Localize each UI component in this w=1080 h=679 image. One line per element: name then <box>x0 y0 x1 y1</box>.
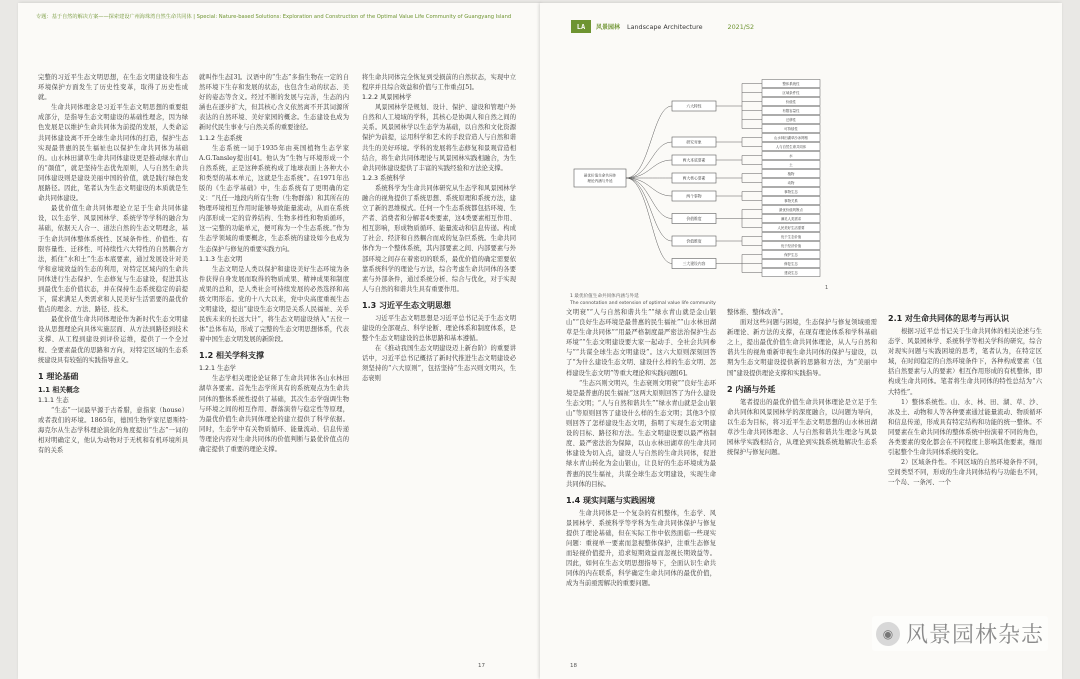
leaf-node-label: 建设生态 <box>784 270 798 275</box>
branch-node-label: 两大本底要素 <box>682 157 706 163</box>
leaf-node-label: 可持续性 <box>784 126 798 131</box>
body-paragraph: 笔者提出的最优价值生命共同体理论是立足于生命共同体和风景园林学的深度融合，以问题为导向，以生态为目标，将习近平生态文明思想的山水林田湖草沙生命共同体理念、人与自然和谐共生理念与风景园林学实践相结合，从理论到实践系统地解决生态系统保护与修复问题。 <box>727 398 877 457</box>
branch-node-label: 六大特性 <box>686 103 702 109</box>
sub-subsection-heading: 1.1.1 生态 <box>38 396 69 404</box>
root-node-label: 最优价值生命共同体 <box>583 173 617 178</box>
body-paragraph: 整体推、整体改善”。 <box>727 309 787 316</box>
page-number: 18 <box>570 663 577 669</box>
section-heading: 1.3 习近平生态文明思想 <box>362 300 451 310</box>
branch-node-label: 三大建设内容 <box>682 260 706 266</box>
branch-node-label: 两个事物 <box>686 193 702 199</box>
leaf-node-label: 优于经济价值 <box>780 243 802 248</box>
section-heading: 1.2 相关学科支撑 <box>199 351 264 361</box>
leaf-node-label: 山水林田湖草沙冰网格 <box>774 135 808 140</box>
leaf-node-label: 水 <box>789 153 793 158</box>
body-paragraph: 生态系统一词于1935年由英国植物生态学家A.G.Tansley提出[4]。他认为“生物与环境形成一个自然系统，正是这种系统构成了地球表面上各种大小和类型的基本单元，这就是生态系统”。在1971年出版的《生态学基础》中，生态系统有了更明确的定义：“凡任一地段内所有生物（生物群落）和其所在的物理环境相互作用时能够导致能量流动，从而在系统内部形成一定的营养结构、生物多样性和物质循环，这一完整的功能单元，便可称为一个生态系统。”作为生态学领域的重要概念，生态系统的建设如今也成为生态保护与修复的重要实践方向。 <box>199 144 349 253</box>
right-page <box>540 3 1062 679</box>
leaf-node-label: 人民美好生活需要 <box>777 225 805 230</box>
branch-node-label: 价值维度 <box>686 238 702 244</box>
branch-node-label: 两大核心要素 <box>682 175 706 181</box>
root-connector <box>626 106 672 178</box>
running-header: 专题：基于自然的解决方案——探索建设广州海珠湾自然生命共同体 | Special: Nature-based Solutions: Exploration and Construction of the Optimal Value Life Community of Guangyang Island <box>36 14 512 20</box>
subsection-heading: 1.1 相关概念 <box>38 385 80 394</box>
root-node-box <box>574 169 626 187</box>
leaf-node-label: 人与自然生命共同体 <box>775 144 807 149</box>
body-paragraph: 生命共同体理念是习近平生态文明思想的重要组成部分，是指导生态文明建设的基础性理念，因为绿色发展是以维护生命共同体为前提的发展，人类命运共同体建设离不开全球生命共同体的打造，保护生态实现最普惠的民生福祉也以保护生命共同体为基础的。山水林田湖草生命共同体建设更是推动绿水青山的“颜值”，就是坚持生态优先原则，人与自然生命共同体建设则是建设美丽中国的价值，就是践行绿色发展路径。因此，笔者认为生态文明建设的本质就是生命共同体建设。 <box>38 104 188 203</box>
leaf-node-label: 价值性 <box>785 99 797 104</box>
section-heading: 1 理论基础 <box>38 371 79 381</box>
leaf-node-label: 有限容量性 <box>782 108 800 113</box>
sub-subsection-heading: 1.1.3 生态文明 <box>199 255 243 263</box>
leaf-node-label: 动物 <box>787 180 795 185</box>
sub-subsection-heading: 1.1.2 生态系统 <box>199 134 243 142</box>
right-column-1 <box>566 308 716 658</box>
body-paragraph: 就叫作生态[3]。汉语中的“生态”多指生物在一定的自然环境下生存和发展的状态，也包含生动的状态、美好的姿态等含义。经过不断的发展与完善，生态的内涵也在逐步扩大，但其核心含义依然离不开其词源所表达的自然环境、美好家园的概念。生态建设也成为新时代民生事业与自然关系的重要途径。 <box>199 74 349 132</box>
body-paragraph: 生态学相关理论论证释了生命共同体各山水林田湖草各要素。首先生态学所具有的系统观点为生命共同体的整体系统性提供了基础，其次生态学强调生物与环境之间的相互作用、群落演替与稳定性等原理，为最优价值生命共同体理论的建立提供了科学依据。同时，生态学中有关物质循环、能量流动、信息传递等理论内容对生命共同体的价值判断与最优价值点的确定提供了重要的理论支撑。 <box>199 375 349 453</box>
wechat-watermark <box>872 616 1048 651</box>
body-paragraph: 将生命共同体完全恢复到受损前的自然状态，实现中立程序并且综合效益和价值与工作重点[5]。 <box>362 74 516 92</box>
wechat-icon: ◉ <box>876 622 900 646</box>
figure-diagram <box>570 73 840 283</box>
concept-tree-diagram <box>570 73 840 283</box>
body-paragraph: 根据习近平总书记关于生命共同体的相关论述与生态学、风景园林学、系统科学等相关学科的研究，综合对现实问题与实践困境的思考，笔者认为，在特定区域，在时间稳定的自然环境条件下，各种构成要素（包括自然要素与人的要素）相互作用形成的有机整体，即构成生命共同体。笔者将生命共同体的特性总结为“六大特性”。 <box>888 328 1042 396</box>
leaf-node-label: 植物 <box>787 171 795 176</box>
right-column-2 <box>727 308 877 658</box>
journal-logo: LA <box>571 20 591 33</box>
leaf-node-label: 事物关系 <box>784 198 798 203</box>
journal-brand <box>571 20 754 33</box>
leaf-node-label: 最优价值判断点 <box>779 207 803 212</box>
branch-node-label: 价值维度 <box>686 215 702 221</box>
left-page <box>18 3 540 679</box>
body-paragraph: 2）区域条件性。不同区域的自然环境条件不同，空间类型不同，形成的生命共同体结构与功能也不同，一个岛、一条河、一个 <box>888 459 1042 487</box>
figure-caption-cn: 1 最优价值生命共同体内涵与外延 <box>570 294 639 299</box>
body-paragraph: 风景园林学是规划、设计、保护、建设和管理户外自然和人工境域的学科，其核心是协调人和自然之间的关系。风景园林学以生态学为基础，以自然和文化资源保护为前提，运用科学和艺术的手段营造人与自然和谐共生的美好环境。学科的发展将生态修复和景观营造相结合，将生命共同体理论与风景园林实践相融合，为生命共同体建设提供了丰富的实践经验和方法论支撑。 <box>362 104 516 172</box>
leaf-node-label: 土 <box>789 162 793 167</box>
leaf-node-label: 修复生态 <box>784 261 798 266</box>
right-column-3 <box>888 308 1042 658</box>
body-paragraph: “生态”一词最早源于古希腊，意指家（house）或者我们的环境。1865年，德国生物学家尼恩斯特·海克尔从生态学科理论演化的角度提出“生态”一词的相对明确定义，他认为动物对于无机和有机环境所具有的关系 <box>38 406 188 455</box>
body-paragraph: 在《推动我国生态文明建设迈上新台阶》的重要讲话中，习近平总书记概括了新时代推进生态文明建设必须坚持的“六大原则”，包括坚持“生态兴则文明兴，生态衰则 <box>362 345 516 383</box>
figure-caption <box>570 293 810 307</box>
figure-number: 1 <box>825 285 829 291</box>
leaf-node-label: 事物生态 <box>784 189 798 194</box>
body-paragraph: 文明衰”“人与自然和谐共生”“绿水青山就是金山银山”“良好生态环境是最普惠的民生福祉”“山水林田湖草是生命共同体”“用最严格制度最严密法治保护生态环境”“生态文明建设要大家一起动手、全社会共同参与”“共谋全球生态文明建设”。这六大原则深刻回答了“为什么建设生态文明、建设什么样的生态文明、怎样建设生态文明”等重大理论和实践问题[6]。 <box>566 309 716 377</box>
body-paragraph: 习近平生态文明思想是习近平总书记关于生态文明建设的全部观点、科学论断、理论体系和制度体系，是整个生态文明建设的总体思路和基本遵循。 <box>362 314 516 343</box>
body-paragraph: 生态文明是人类以保护和建设美好生态环境为条件获得自身发展而取得的物质成果、精神成果和制度成果的总和，是人类社会可持续发展的必然选择和高级文明形态。党的十八大以来，党中央高度重视生态文明建设，提出“建设生态文明是关系人民福祉、关乎民族未来的长远大计”，将生态文明建设纳入“五位一体”总体布局，形成了完整的生态文明思想体系，代表着中国生态文明发展的新阶段。 <box>199 265 349 344</box>
leaf-node-label: 整体系统性 <box>782 81 800 86</box>
body-paragraph: “生态兴则文明兴，生态衰则文明衰”“良好生态环境是最普惠的民生福祉”这两大原则回答了为什么建设生态文明；“人与自然和谐共生”“绿水青山就是金山银山”等原则回答了建设什么样的生态文明；其他3个原则回答了怎样建设生态文明，指明了实现生态文明建设的目标、路径和方法。生态文明建设要以最严格制度、最严密法治为保障，以山水林田湖草的生命共同体建设为切入点，建设人与自然的生命共同体，促进绿水青山转化为金山银山，让良好的生态环境成为最普惠的民生福祉，共谋全球生态文明建设，实现生命共同体的目标。 <box>566 379 716 488</box>
left-column-1 <box>38 73 188 653</box>
body-paragraph: 面对这些问题与困境，生态保护与修复领域亟需新理论、新方法的支撑，在现有理论体系和学科基础之上，提出最优价值生命共同体理论，从人与自然和谐共生的视角重新审视生命共同体的保护与建设，以期为生态文明建设提供新的思路和方法，为“美丽中国”建设提供理论支撑和实践指导。 <box>727 319 877 377</box>
left-column-3 <box>362 73 516 653</box>
body-paragraph: 最优价值生命共同体理论作为新时代生态文明建设从思想理论向具体实施层面、从方法到路径到技术支撑、从工程到建设到评价运维，提供了一个全过程、全要素最优的思路和方向，对特定区域的生态系统建设具有较强的实践指导意义。 <box>38 316 188 364</box>
body-paragraph: 系统科学为生命共同体研究从生态学和风景园林学融合的视角提供了系统思想、系统原理和系统方法，建立了新的思维模式。任何一个生态系统都包括环境、生产者、消费者和分解者4类要素，这4类要素相互作用、相互影响，形成物质循环、能量流动和信息传递。构成了社会、经济和自然耦合而成的复杂巨系统。生命共同体作为一个整体系统，其内部要素之间、内部要素与外部环境之间存在着密切的联系，最优价值的确定需要依靠系统科学的理论与方法，综合考虑生命共同体的各要素与外部条件，通过系统分析、综合与优化，对于实现人与自然的和谐共生具有重要作用。 <box>362 184 516 293</box>
body-paragraph: 完整的习近平生态文明思想，在生态文明建设和生态环境保护方面发生了历史性变革，取得了历史性成就。 <box>38 74 188 102</box>
sub-subsection-heading: 1.2.3 系统科学 <box>362 174 406 182</box>
issue-number: 2021/S2 <box>727 22 755 31</box>
leaf-node-label: 满足人类需求 <box>780 216 802 221</box>
leaf-node-label: 迁移性 <box>785 117 797 122</box>
section-heading: 1.4 现实问题与实践困境 <box>566 495 655 505</box>
journal-name-en: Landscape Architecture <box>627 22 703 31</box>
body-paragraph: 最优价值生命共同体理论立足于生命共同体建设，以生态学、风景园林学、系统学等学科的融合为基础，依据天人合一、道法自然的生态文明理念，基于生命共同体整体系统性、区域条件性、价值性、有限容量性、迁移性、可持续性六大特性的自然耦合方法，抓住“水和土”生态本底要素，通过发展设计对美学和意境效益的生态的利用，对特定区域内的生命共同体进行生态保护、生态修复与生态建设，促进其达到最优生态价值状态，并在保持生态系统稳定的前提下，谋求满足人类需求和人民美好生活需要的最优价值点的理念、方法、路径、技术。 <box>38 205 188 314</box>
page-number: 17 <box>478 663 485 669</box>
sub-subsection-heading: 1.2.1 生态学 <box>199 365 236 373</box>
root-connector <box>626 178 672 219</box>
leaf-node-label: 区域条件性 <box>782 90 800 95</box>
leaf-node-label: 优于生态价值 <box>780 234 802 239</box>
left-column-2 <box>199 73 349 653</box>
figure-caption-en: The connotation and extension of optimal value life community <box>570 301 716 306</box>
watermark-text: 风景园林杂志 <box>905 623 1044 648</box>
body-paragraph: 生命共同体是一个复杂的有机整体，生态学、风景园林学、系统科学等学科为生命共同体保护与修复提供了理论基础，但在实际工作中依然面临一些现实问题：重视单一要素而忽视整体保护，注重生态修复而轻视价值提升，追求短期效益而忽视长期效益等。因此，如何在生态文明思想指导下，全面认识生命共同体的内在联系，科学确定生命共同体的最优价值，成为当前亟需解决的重要问题。 <box>566 509 716 588</box>
root-connector <box>626 178 672 241</box>
body-paragraph: 1）整体系统性。山、水、林、田、湖、草、沙、冰及土、动物和人等各种要素通过能量流动、物质循环和信息传递，形成具有特定结构和功能的统一整体。不同要素在生命共同体的整体系统中扮演着不同的角色，各类要素的变化都会在不同程度上影响其他要素，继而引起整个生命共同体系统的变化。 <box>888 398 1042 457</box>
branch-node-label: 研究对象 <box>686 139 702 145</box>
root-connector <box>626 142 672 178</box>
section-heading: 2 内涵与外延 <box>727 384 776 394</box>
section-heading: 2.1 对生命共同体的思考与再认识 <box>888 314 1009 323</box>
journal-name-cn: 风景园林 <box>596 24 621 31</box>
leaf-node-label: 保护生态 <box>784 252 798 257</box>
sub-subsection-heading: 1.2.2 风景园林学 <box>362 94 412 102</box>
root-connector <box>626 178 672 264</box>
root-connector <box>626 160 672 178</box>
root-node-label-line2: 理论内涵与外延 <box>587 179 613 183</box>
